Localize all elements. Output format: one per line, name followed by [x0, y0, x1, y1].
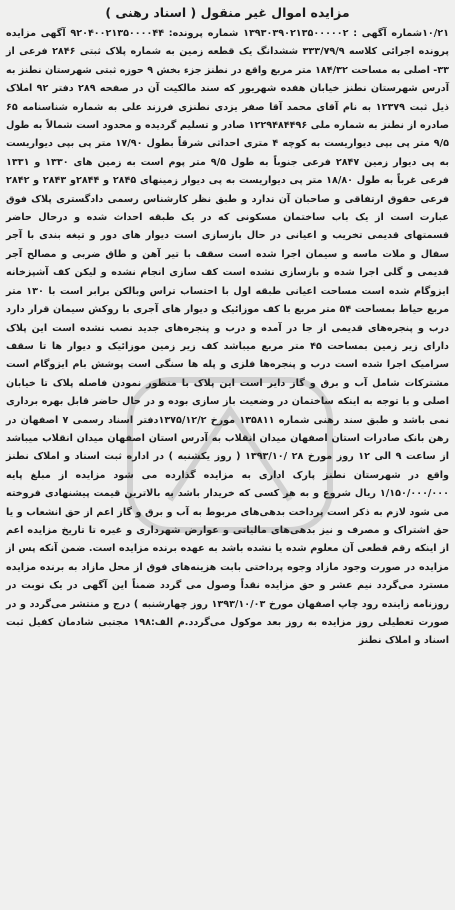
notice-body: ۱۰/۲۱شماره آگهی : ۱۳۹۳۰۳۹۰۲۱۳۵۰۰۰۰۰۲ شماره پرونده: ۹۲۰۴۰۰۲۱۳۵۰۰۰۰۴۴ آگهی مزایده پرونده اجرائی کلاسه ۳۳۳/۷۹/۹ ششدانگ یک قطعه زمین به شماره پلاک ثبتی ۲۸۴۶ فرعی از ۳۳- اصلی به مساحت ۱۸۴/۳۲ متر مربع واقع در نطنز جزء بخش ۹ حوزه ثبتی شهرستان نطنز به آدرس شهرستان نطنز خیابان هفده شهریور که سند مالکیت آن در صفحه ۲۸۹ دفتر ۹۲ املاک ذیل ثبت ۱۲۳۷۹ به نام آقای محمد آقا صفر یزدی نطنزی فرزند علی به شماره شناسنامه ۶۵ صادره از نطنز به شماره ملی ۱۲۲۹۴۸۴۴۹۶ صادر و تسلیم گردیده و محدود است شمالاً به طول ۹/۵ متر پی بپی دیواریست به کوچه ۴ متری احداثی شرقاً بطول ۱۷/۹۰ متر پی بپی دیواریست به پی دیوار زمین ۲۸۴۷ فرعی جنوباً به طول ۹/۵ متر پوم است به زمین های ۱۳۳۰ و ۱۳۳۱ فرعی غرباً به طول ۱۸/۸۰ متر پی دیواریست به پی دیوار زمینهای ۲۸۴۵ و ۲۸۴۴و ۲۸۴۳ و ۲۸۴۲ فرعی حقوق ارتفاقی و صاحبان آن ندارد و طبق نظر کارشناس رسمی دادگستری پلاک فوق عبارت است از یک باب ساختمان مسکونی که در یک طبقه احداث شده و درحال حاضر قسمتهای قدیمی تخریب و اعیانی در حال بازسازی است دیوار های دور و تیغه بندی با آجر سفال و ملات ماسه و سیمان اجرا شده است سقف با تیر آهن و طاق ضربی و مصالح آجر قدیمی و گلی اجرا شده و بازسازی نشده است کف سازی انجام نشده و لیکن کف آشپزخانه ایزوگام شده است مساحت اعیانی طبقه اول با احتساب تراس وبالکن برابر است با ۱۳۰ متر مربع حیاط بمساحت ۵۴ متر مربع با کف موزائیک و دیوار های آجری با روکش سیمان قرار دارد درب و پنجره‌های قدیمی از جا در آمده و درب و پنجره‌های جدید نصب نشده است این پلاک دارای زیر زمین بمساحت ۴۵ متر مربع میباشد کف زیر زمین موزائیک و دیوار ها تا سقف سرامیک اجرا شده است درب و پنجره‌ها فلزی و پله ها سنگی است پوشش بام ایزوگام است مشترکات شامل آب و برق و گاز دایر است این پلاک با منظور نمودن فاصله پلاک تا خیابان اصلی و با توجه به اینکه ساختمان در وضعیت باز سازی بوده و در حال حاضر قابل بهره برداری نمی باشد و طبق سند رهنی شماره ۱۳۵۸۱۱ مورخ ۱۳۷۵/۱۲/۲دفتر اسناد رسمی ۷ اصفهان در رهن بانک صادرات استان اصفهان میدان انقلاب به آدرس استان اصفهان میدان انقلاب میباشد از ساعت ۹ الی ۱۲ روز مورخ ۲۸ /۱۳۹۳/۱۰ ( روز یکشنبه ) در اداره ثبت اسناد و املاک نطنز واقع در شهرستان نطنز پارک اداری به مزایده گذارده می شود مزایده از مبلغ پایه ۱/۱۵۰/۰۰۰/۰۰۰ ریال شروع و به هر کسی که خریدار باشد به بالاترین قیمت پیشنهادی فروخته می شود لازم به ذکر است پرداخت بدهی‌های مربوط به آب و برق و گاز اعم از حق انشعاب و یا حق اشتراک و مصرف و نیز بدهی‌های مالیاتی و عوارض شهرداری و غیره تا تاریخ مزایده اعم از اینکه رقم قطعی آن معلوم شده یا نشده باشد به عهده برنده مزایده است. ضمن آنکه پس از مزایده در صورت وجود مازاد وجوه پرداختی بابت هزینه‌های فوق از محل مازاد به برنده مزایده مسترد می‌گردد نیم عشر و حق مزایده نقداً وصول می گردد ضمناً این آگهی در یک نوبت در روزنامه زاینده رود چاپ اصفهان مورخ ۱۳۹۳/۱۰/۰۳ روز چهارشنبه ) درج و منتشر می‌گردد و در صورت تعطیلی روز مزایده به روز بعد موکول می‌گردد.م الف:۱۹۸ مجتبی شادمان کفیل ثبت اسناد و املاک نطنز	[6, 28, 450, 647]
notice-title: مزایده اموال غیر منقول ( اسناد رهنی )	[105, 5, 350, 20]
